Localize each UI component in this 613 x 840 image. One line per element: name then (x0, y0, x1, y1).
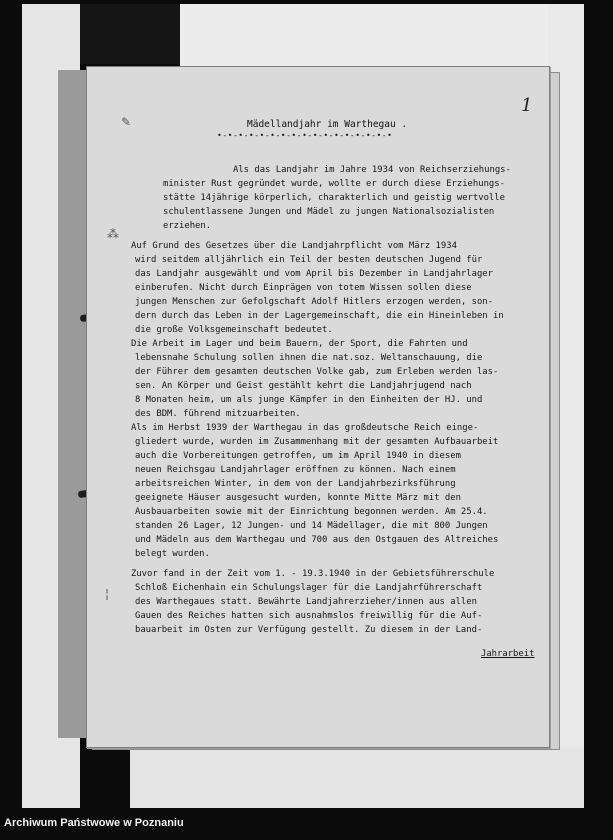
text-line: des BDM. führend mitzuarbeiten. (135, 409, 301, 419)
archive-name: Archiwum Państwowe w Poznaniu (4, 817, 184, 829)
page-number: 1 (521, 95, 533, 116)
text-line: Ausbauarbeiten sowie mit der Einrichtung begonnen werden. Am 25.4. (135, 507, 488, 517)
text-line: arbeitsreichen Winter, in dem von der Landjahrbezirksführung (135, 479, 456, 489)
text-line: die große Volksgemeinschaft bedeutet. (135, 325, 333, 335)
text-line: Die Arbeit im Lager und beim Bauern, der Sport, die Fahrten und (131, 339, 468, 349)
text-line: gliedert wurde, wurden im Zusammenhang mit der gesamten Aufbauarbeit (135, 437, 499, 447)
text-line: das Landjahr ausgewählt und vom April bis Dezember in Landjahrlager (135, 269, 493, 279)
text-line: bauarbeit im Osten zur Verfügung gestellt. Zu diesem in der Land- (135, 625, 483, 635)
text-line: Als das Landjahr im Jahre 1934 von Reichserziehungs- (233, 165, 511, 175)
text-line: stätte 14jährige körperlich, charakterlich und geistig wertvolle (163, 193, 505, 203)
text-line: lebensnahe Schulung sollen ihnen die nat.soz. Weltanschauung, die (135, 353, 483, 363)
pencil-mark: ¦ (105, 587, 110, 601)
text-line: belegt wurden. (135, 549, 210, 559)
pencil-mark: ✎ (121, 115, 132, 129)
text-line: und Mädeln aus dem Warthegau und 700 aus den Ostgauen des Altreiches (135, 535, 499, 545)
text-line: neuen Reichsgau Landjahrlager eröffnen zu können. Nach einem (135, 465, 456, 475)
document-page (86, 66, 550, 748)
underlying-sheet-bottom (130, 748, 584, 808)
text-line: des Warthegaues statt. Bewährte Landjahrerzieher/innen aus allen (135, 597, 477, 607)
scan-shadow (80, 4, 180, 64)
text-line: einberufen. Nicht durch Einprägen von totem Wissen sollen diese (135, 283, 472, 293)
text-line: wird seitdem alljährlich ein Teil der besten deutschen Jugend für (135, 255, 483, 265)
title-underline: •-•-•-•-•-•-•-•-•-•-•-•-•-•-•-•-• (217, 131, 393, 140)
text-line: geeignete Häuser ausgesucht wurden, konnte Mitte März mit den (135, 493, 461, 503)
pencil-mark: ⁂ (107, 227, 119, 241)
text-line: minister Rust gegründet wurde, wollte er durch diese Erziehungs- (163, 179, 505, 189)
text-line: Zuvor fand in der Zeit vom 1. - 19.3.1940 in der Gebietsführerschule (131, 569, 495, 579)
text-line: Gauen des Reiches hatten sich ausnahmslos freiwillig für die Auf- (135, 611, 483, 621)
document-title: Mädellandjahr im Warthegau . (247, 119, 408, 130)
text-line: erziehen. (163, 221, 212, 231)
catchword: Jahrarbeit (481, 649, 535, 659)
text-line: jungen Menschen zur Gefolgschaft Adolf Hitlers erzogen werden, son- (135, 297, 493, 307)
text-line: der Führer dem gesamten deutschen Volke gab, zum Erleben werden las- (135, 367, 499, 377)
text-line: Als im Herbst 1939 der Warthegau in das großdeutsche Reich einge- (131, 423, 479, 433)
underlying-sheet-top (180, 4, 582, 66)
text-line: sen. An Körper und Geist gestählt kehrt die Landjahrjugend nach (135, 381, 472, 391)
text-line: schulentlassene Jungen und Mädel zu jungen Nationalsozialisten (163, 207, 495, 217)
text-line: dern durch das Leben in der Lagergemeinschaft, die ein Hineinleben in (135, 311, 504, 321)
text-line: Auf Grund des Gesetzes über die Landjahrpflicht vom März 1934 (131, 241, 457, 251)
text-line: auch die Vorbereitungen getroffen, um im April 1940 in diesem (135, 451, 461, 461)
text-line: 8 Monaten heim, um als junge Kämpfer in den Einheiten der HJ. und (135, 395, 483, 405)
text-line: Schloß Eichenhain ein Schulungslager für die Landjahrführerschaft (135, 583, 483, 593)
text-line: standen 26 Lager, 12 Jungen- und 14 Mädellager, die mit 800 Jungen (135, 521, 488, 531)
